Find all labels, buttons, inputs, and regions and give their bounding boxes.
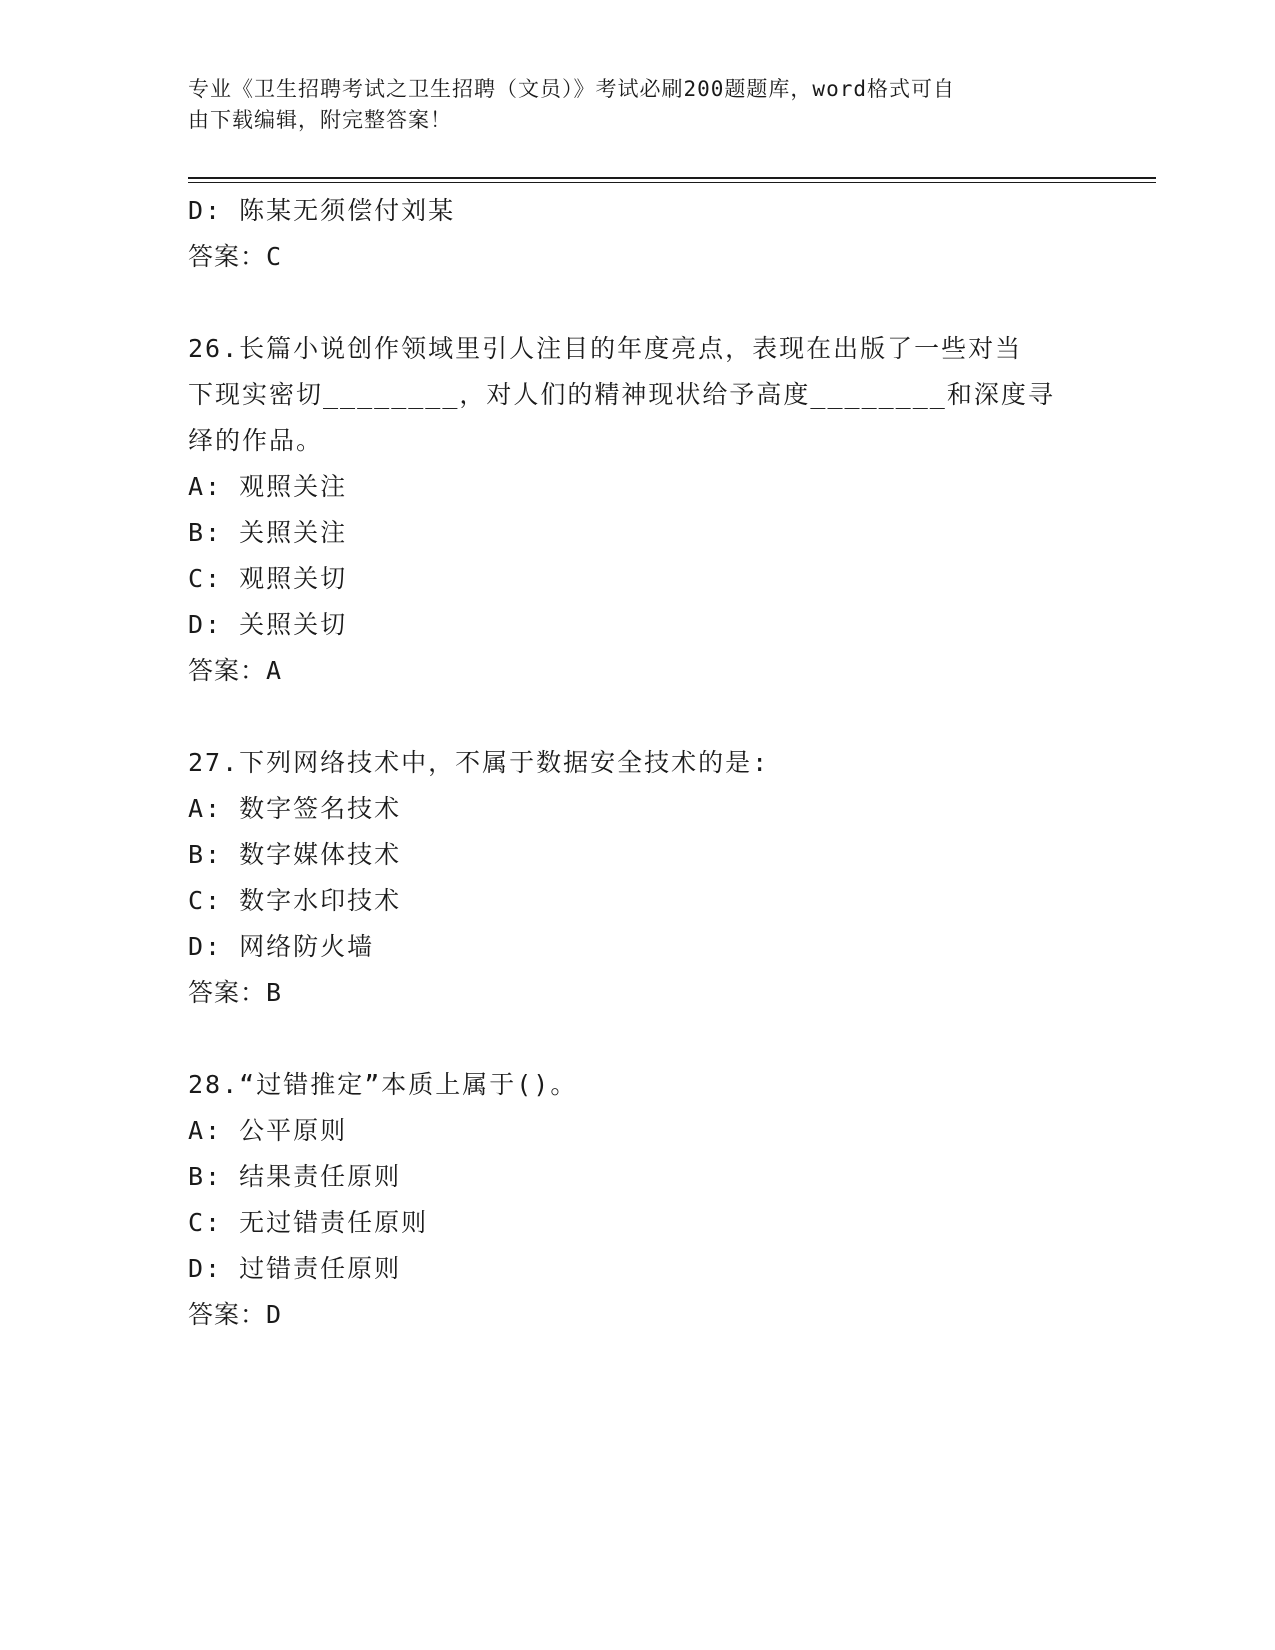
option-b: B: 关照关注 [188,518,348,547]
answer-value: C [266,242,284,271]
answer-label: 答案： [188,656,267,685]
question-stem-line: 27.下列网络技术中，不属于数据安全技术的是: [188,748,770,777]
option-c: C: 观照关切 [188,564,348,593]
option-b: B: 数字媒体技术 [188,840,402,869]
question-stem-line: 28.“过错推定”本质上属于()。 [188,1070,578,1099]
answer-value: B [266,978,284,1007]
option-d: D: 过错责任原则 [188,1254,402,1283]
question-26 [188,326,1088,694]
option-d: D: 关照关切 [188,610,348,639]
question-27 [188,740,1088,1016]
option-c: C: 无过错责任原则 [188,1208,429,1237]
document-body [188,188,1088,1338]
spacer [188,694,1088,740]
header-divider-thick [188,177,1156,179]
answer-label: 答案： [188,1300,267,1329]
answer-label: 答案： [188,242,267,271]
option-d: D: 网络防火墙 [188,932,375,961]
option-a: A: 观照关注 [188,472,348,501]
header-divider-thin [188,182,1156,183]
spacer [188,280,1088,326]
answer-label: 答案： [188,978,267,1007]
spacer [188,1016,1088,1062]
option-a: A: 数字签名技术 [188,794,402,823]
answer-line [188,648,1088,694]
answer-value: A [266,656,284,685]
option-a: A: 公平原则 [188,1116,348,1145]
question-stem-line: 26.长篇小说创作领域里引人注目的年度亮点，表现在出版了一些对当 [188,334,1023,363]
option-d: D: 陈某无须偿付刘某 [188,196,456,225]
option-b: B: 结果责任原则 [188,1162,402,1191]
question-stem-line: 下现实密切________，对人们的精神现状给予高度________和深度寻 [188,380,1055,409]
answer-value: D [266,1300,284,1329]
answer-line [188,234,1088,280]
header-line-2: 由下载编辑，附完整答案！ [188,108,452,132]
header-line-1: 专业《卫生招聘考试之卫生招聘（文员）》考试必刷200题题库，word格式可自 [188,77,955,101]
answer-line [188,1292,1088,1338]
question-28 [188,1062,1088,1338]
option-c: C: 数字水印技术 [188,886,402,915]
answer-line [188,970,1088,1016]
document-header [188,74,1088,136]
question-stem-line: 绎的作品。 [188,426,324,455]
